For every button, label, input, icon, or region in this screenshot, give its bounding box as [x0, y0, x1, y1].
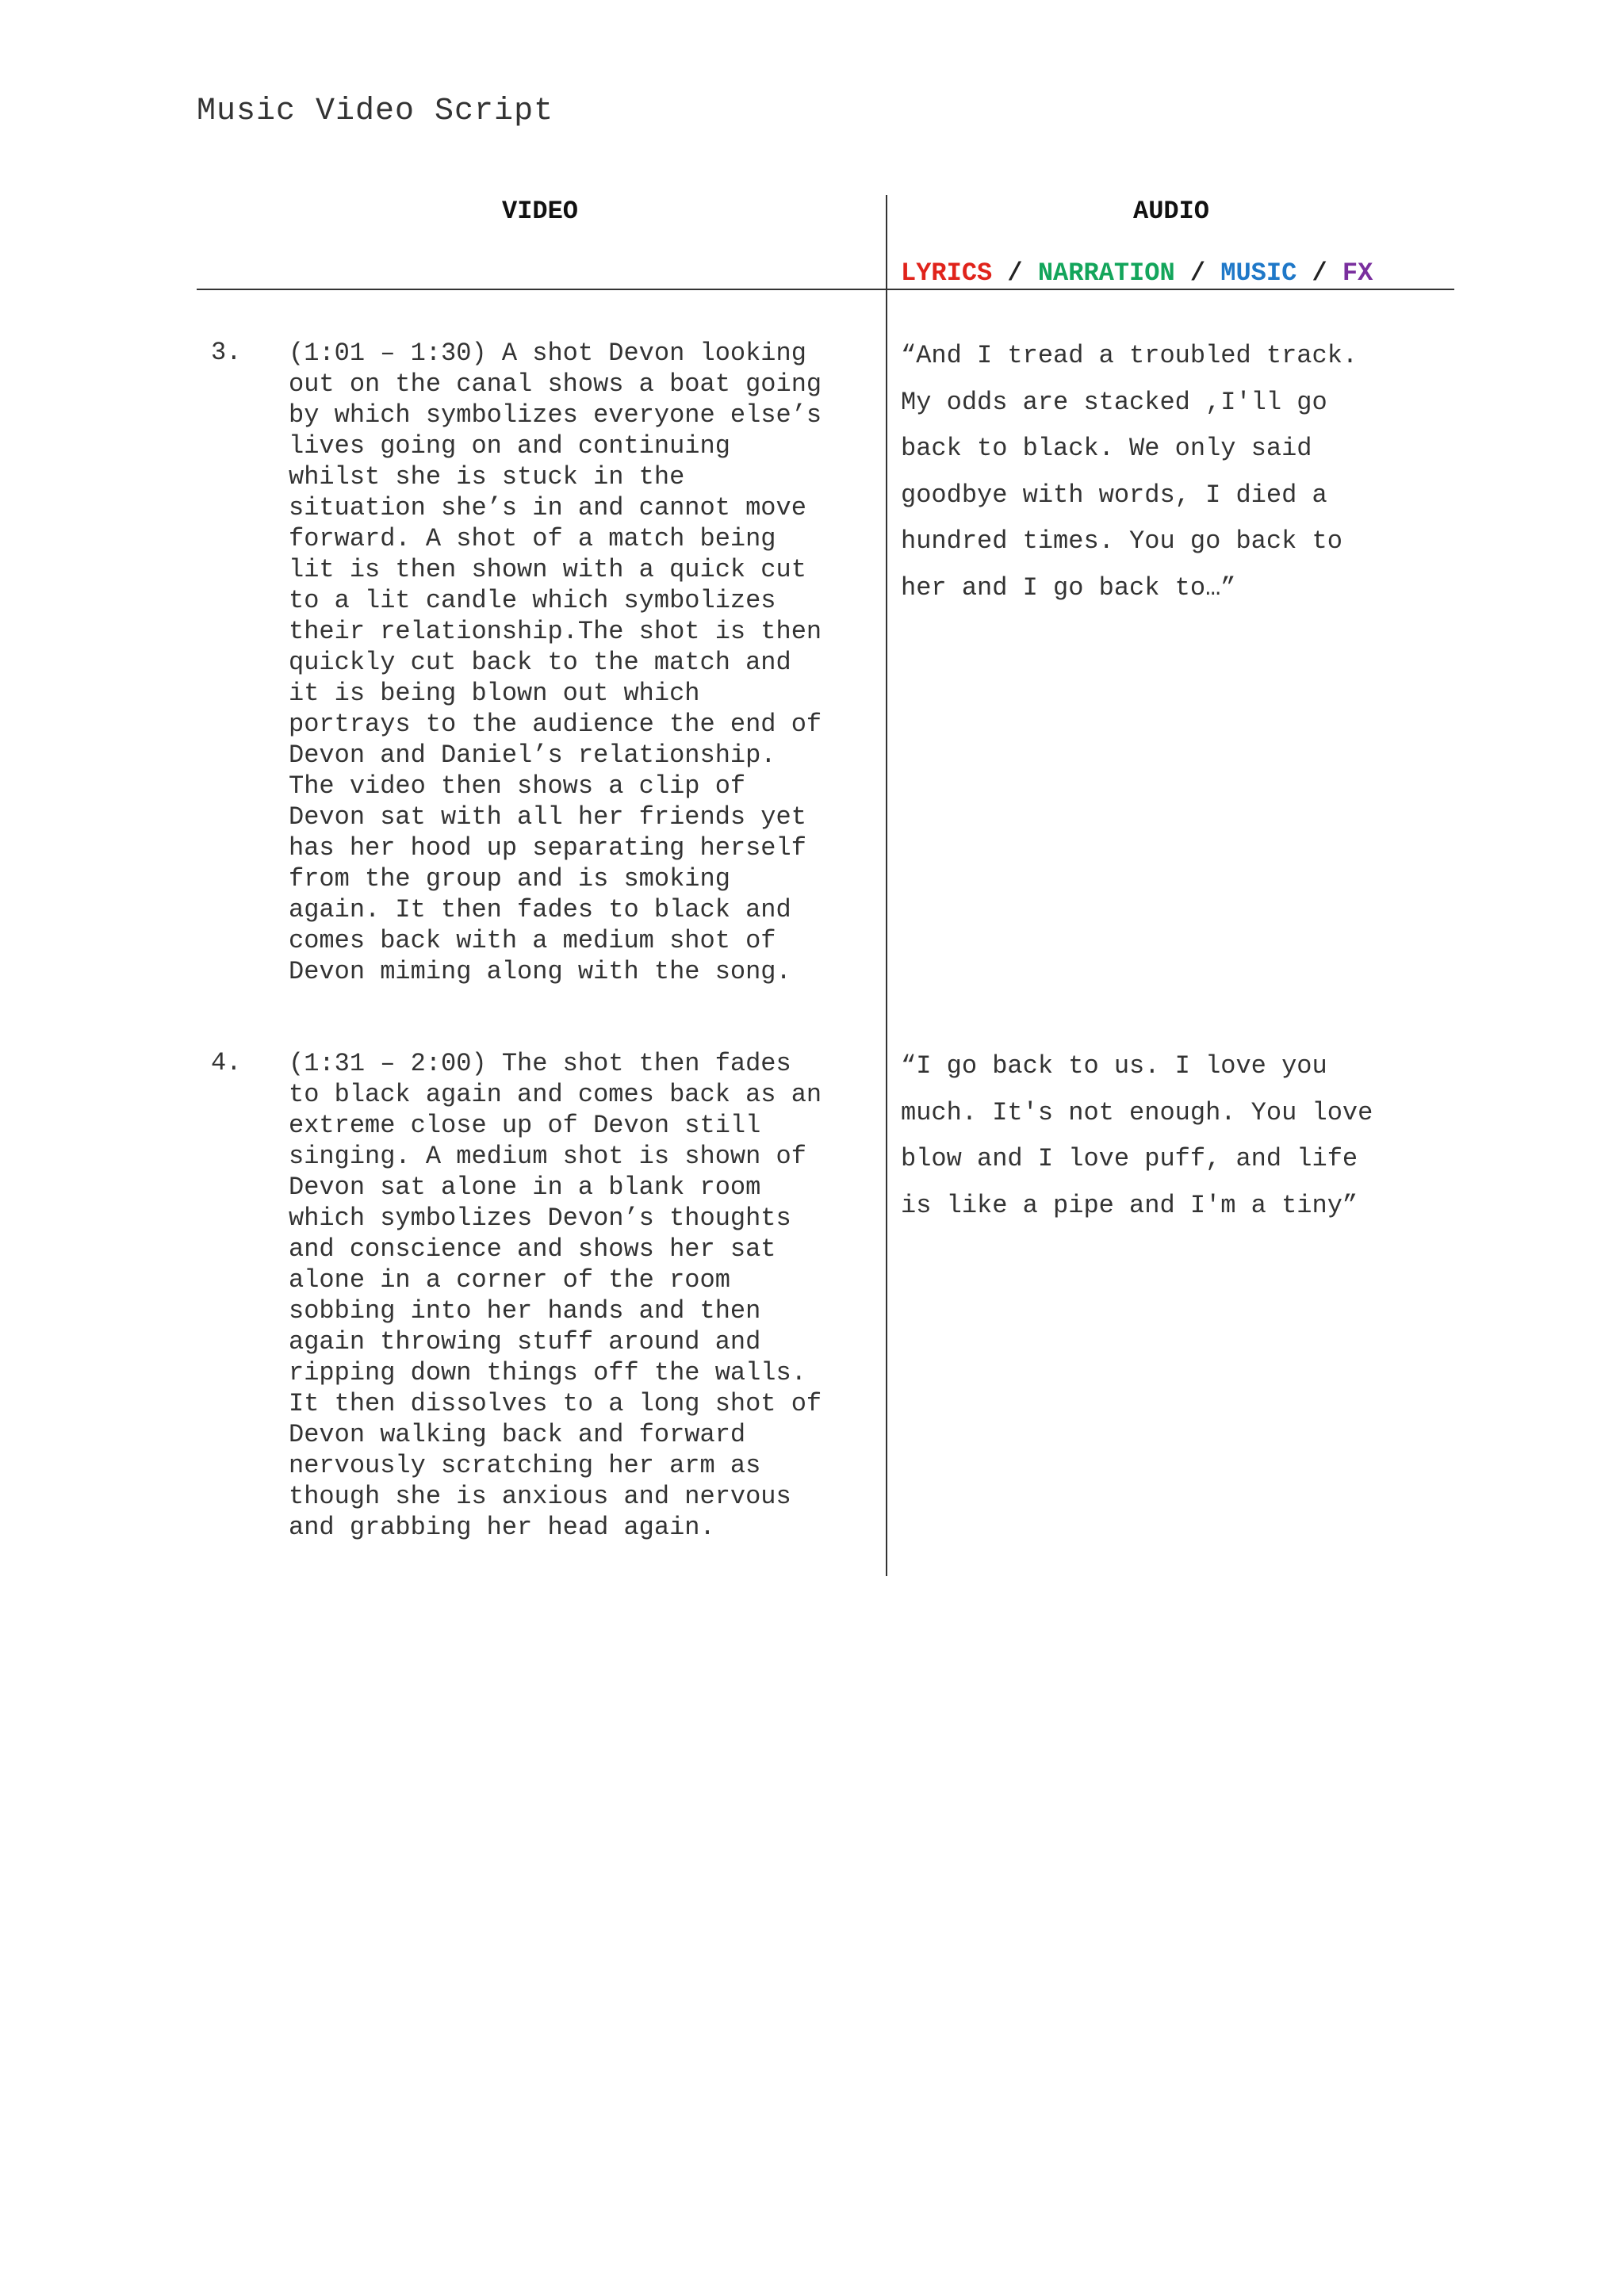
text-line: out on the canal shows a boat going [289, 369, 822, 399]
text-line: extreme close up of Devon still [289, 1111, 761, 1140]
legend-separator: / [1007, 258, 1023, 288]
video-column-header: VIDEO [501, 197, 578, 226]
text-line: quickly cut back to the match and [289, 648, 791, 677]
scene-number: 4. [211, 1048, 242, 1077]
text-line: again throwing stuff around and [289, 1327, 761, 1357]
text-line: It then dissolves to a long shot of [289, 1389, 822, 1418]
text-line: alone in a corner of the room [289, 1265, 730, 1295]
text-line: lives going on and continuing [289, 431, 730, 461]
text-line: blow and I love puff, and life [901, 1144, 1358, 1174]
scene-audio-lyrics [901, 1043, 1456, 1229]
text-line: whilst she is stuck in the [289, 462, 685, 492]
text-line: back to black. We only said [901, 434, 1312, 464]
text-line: to black again and comes back as an [289, 1080, 822, 1109]
text-line: (1:31 – 2:00) The shot then fades [289, 1049, 791, 1078]
text-line: Devon miming along with the song. [289, 957, 791, 986]
legend-music: MUSIC [1220, 258, 1297, 288]
text-line: by which symbolizes everyone else’s [289, 400, 822, 430]
text-line: comes back with a medium shot of [289, 926, 776, 955]
text-line: (1:01 – 1:30) A shot Devon looking [289, 339, 806, 368]
legend-separator: / [1189, 258, 1206, 288]
text-line: Devon sat alone in a blank room [289, 1173, 761, 1202]
text-line: situation she’s in and cannot move [289, 493, 806, 522]
text-line: it is being blown out which [289, 679, 700, 708]
legend-separator: / [1312, 258, 1327, 288]
text-line: forward. A shot of a match being [289, 524, 776, 553]
scene-audio-lyrics [901, 333, 1456, 612]
text-line: “And I tread a troubled track. [901, 341, 1358, 370]
text-line: and conscience and shows her sat [289, 1234, 776, 1264]
text-line: Devon sat with all her friends yet [289, 802, 806, 832]
text-line: and grabbing her head again. [289, 1513, 715, 1542]
legend-lyrics: LYRICS [901, 258, 993, 288]
column-divider [886, 195, 887, 1576]
text-line: hundred times. You go back to [901, 526, 1342, 557]
text-line: much. It's not enough. You love [901, 1097, 1373, 1127]
text-line: again. It then fades to black and [289, 895, 791, 924]
text-line: nervously scratching her arm as [289, 1451, 761, 1480]
text-line: their relationship.The shot is then [289, 617, 822, 646]
audio-column-header: AUDIO [1132, 197, 1209, 226]
text-line: My odds are stacked ,I'll go [901, 387, 1327, 417]
text-line: though she is anxious and nervous [289, 1482, 791, 1511]
text-line: to a lit candle which symbolizes [289, 586, 776, 615]
text-line: sobbing into her hands and then [289, 1296, 761, 1326]
legend-fx: FX [1342, 258, 1373, 288]
audio-legend [901, 258, 1373, 288]
text-line: “I go back to us. I love you [901, 1051, 1327, 1081]
text-line: Devon and Daniel’s relationship. [289, 740, 776, 770]
text-line: has her hood up separating herself [289, 833, 806, 863]
legend-narration: NARRATION [1037, 258, 1175, 288]
page-title: Music Video Script [197, 94, 554, 129]
scene-video-description [289, 1048, 883, 1543]
scene-number: 3. [211, 338, 242, 367]
text-line: from the group and is smoking [289, 864, 730, 894]
text-line: The video then shows a clip of [289, 771, 746, 801]
text-line: Devon walking back and forward [289, 1420, 746, 1449]
text-line: her and I go back to…” [901, 572, 1236, 603]
text-line: singing. A medium shot is shown of [289, 1142, 806, 1171]
scene-video-description [289, 338, 883, 987]
text-line: lit is then shown with a quick cut [289, 555, 806, 584]
header-rule [197, 289, 1454, 290]
text-line: portrays to the audience the end of [289, 710, 822, 739]
text-line: is like a pipe and I'm a tiny” [901, 1190, 1358, 1220]
text-line: goodbye with words, I died a [901, 480, 1327, 510]
text-line: which symbolizes Devon’s thoughts [289, 1203, 791, 1233]
text-line: ripping down things off the walls. [289, 1358, 806, 1387]
